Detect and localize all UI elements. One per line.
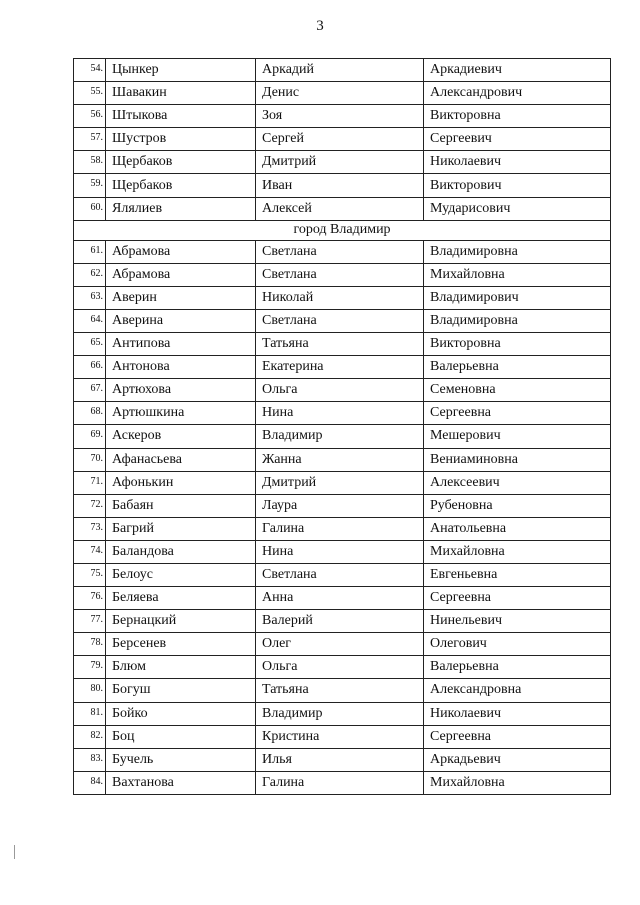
patronymic-cell: Викторовна bbox=[424, 333, 611, 356]
table-row bbox=[74, 563, 611, 586]
row-number: 63. bbox=[74, 286, 106, 309]
table-row bbox=[74, 128, 611, 151]
row-number: 55. bbox=[74, 82, 106, 105]
last-name-cell: Бучель bbox=[106, 748, 256, 771]
table-row bbox=[74, 379, 611, 402]
table-row bbox=[74, 725, 611, 748]
patronymic-cell: Валерьевна bbox=[424, 356, 611, 379]
row-number: 54. bbox=[74, 59, 106, 82]
patronymic-cell: Николаевич bbox=[424, 151, 611, 174]
table-row bbox=[74, 494, 611, 517]
table-row bbox=[74, 309, 611, 332]
patronymic-cell: Владимирович bbox=[424, 286, 611, 309]
first-name-cell: Дмитрий bbox=[256, 471, 424, 494]
table-row bbox=[74, 771, 611, 794]
table-body-after-section bbox=[74, 240, 611, 794]
first-name-cell: Аркадий bbox=[256, 59, 424, 82]
table-row bbox=[74, 702, 611, 725]
row-number: 69. bbox=[74, 425, 106, 448]
patronymic-cell: Евгеньевна bbox=[424, 563, 611, 586]
first-name-cell: Галина bbox=[256, 517, 424, 540]
patronymic-cell: Викторовна bbox=[424, 105, 611, 128]
page-number: 3 bbox=[316, 18, 324, 34]
last-name-cell: Штыкова bbox=[106, 105, 256, 128]
last-name-cell: Беляева bbox=[106, 587, 256, 610]
table-row bbox=[74, 263, 611, 286]
row-number: 83. bbox=[74, 748, 106, 771]
row-number: 77. bbox=[74, 610, 106, 633]
patronymic-cell: Олегович bbox=[424, 633, 611, 656]
section-title: город Владимир bbox=[74, 220, 611, 240]
row-number: 82. bbox=[74, 725, 106, 748]
last-name-cell: Абрамова bbox=[106, 240, 256, 263]
row-number: 74. bbox=[74, 540, 106, 563]
row-number: 59. bbox=[74, 174, 106, 197]
patronymic-cell: Алексеевич bbox=[424, 471, 611, 494]
last-name-cell: Бабаян bbox=[106, 494, 256, 517]
patronymic-cell: Рубеновна bbox=[424, 494, 611, 517]
patronymic-cell: Михайловна bbox=[424, 263, 611, 286]
first-name-cell: Галина bbox=[256, 771, 424, 794]
row-number: 67. bbox=[74, 379, 106, 402]
patronymic-cell: Сергеевна bbox=[424, 725, 611, 748]
last-name-cell: Абрамова bbox=[106, 263, 256, 286]
table-row bbox=[74, 679, 611, 702]
table-row bbox=[74, 587, 611, 610]
last-name-cell: Антонова bbox=[106, 356, 256, 379]
last-name-cell: Бойко bbox=[106, 702, 256, 725]
table-row bbox=[74, 151, 611, 174]
last-name-cell: Ялялиев bbox=[106, 197, 256, 220]
section-header-group bbox=[74, 220, 611, 240]
table-row bbox=[74, 425, 611, 448]
row-number: 75. bbox=[74, 563, 106, 586]
table-row bbox=[74, 448, 611, 471]
first-name-cell: Анна bbox=[256, 587, 424, 610]
first-name-cell: Нина bbox=[256, 540, 424, 563]
patronymic-cell: Сергеевна bbox=[424, 402, 611, 425]
patronymic-cell: Владимировна bbox=[424, 240, 611, 263]
patronymic-cell: Семеновна bbox=[424, 379, 611, 402]
table-row bbox=[74, 286, 611, 309]
row-number: 70. bbox=[74, 448, 106, 471]
patronymic-cell: Анатольевна bbox=[424, 517, 611, 540]
first-name-cell: Светлана bbox=[256, 240, 424, 263]
table-row bbox=[74, 471, 611, 494]
first-name-cell: Ольга bbox=[256, 656, 424, 679]
section-header-row bbox=[74, 220, 611, 240]
patronymic-cell: Михайловна bbox=[424, 540, 611, 563]
row-number: 84. bbox=[74, 771, 106, 794]
table-row bbox=[74, 402, 611, 425]
first-name-cell: Дмитрий bbox=[256, 151, 424, 174]
row-number: 72. bbox=[74, 494, 106, 517]
row-number: 73. bbox=[74, 517, 106, 540]
first-name-cell: Светлана bbox=[256, 563, 424, 586]
table-row bbox=[74, 656, 611, 679]
table-row bbox=[74, 59, 611, 82]
patronymic-cell: Валерьевна bbox=[424, 656, 611, 679]
row-number: 61. bbox=[74, 240, 106, 263]
row-number: 80. bbox=[74, 679, 106, 702]
table-row bbox=[74, 240, 611, 263]
first-name-cell: Николай bbox=[256, 286, 424, 309]
last-name-cell: Блюм bbox=[106, 656, 256, 679]
last-name-cell: Баландова bbox=[106, 540, 256, 563]
table-row bbox=[74, 610, 611, 633]
patronymic-cell: Аркадьевич bbox=[424, 748, 611, 771]
patronymic-cell: Мударисович bbox=[424, 197, 611, 220]
first-name-cell: Светлана bbox=[256, 309, 424, 332]
last-name-cell: Антипова bbox=[106, 333, 256, 356]
patronymic-cell: Михайловна bbox=[424, 771, 611, 794]
last-name-cell: Берсенев bbox=[106, 633, 256, 656]
first-name-cell: Сергей bbox=[256, 128, 424, 151]
last-name-cell: Багрий bbox=[106, 517, 256, 540]
first-name-cell: Валерий bbox=[256, 610, 424, 633]
table-row bbox=[74, 748, 611, 771]
last-name-cell: Богуш bbox=[106, 679, 256, 702]
table-row bbox=[74, 82, 611, 105]
patronymic-cell: Александрович bbox=[424, 82, 611, 105]
patronymic-cell: Александровна bbox=[424, 679, 611, 702]
patronymic-cell: Сергеевич bbox=[424, 128, 611, 151]
row-number: 56. bbox=[74, 105, 106, 128]
table-body-before-section bbox=[74, 59, 611, 221]
last-name-cell: Аверин bbox=[106, 286, 256, 309]
first-name-cell: Зоя bbox=[256, 105, 424, 128]
margin-mark bbox=[14, 845, 15, 859]
row-number: 66. bbox=[74, 356, 106, 379]
last-name-cell: Боц bbox=[106, 725, 256, 748]
patronymic-cell: Владимировна bbox=[424, 309, 611, 332]
row-number: 68. bbox=[74, 402, 106, 425]
first-name-cell: Владимир bbox=[256, 425, 424, 448]
last-name-cell: Аверина bbox=[106, 309, 256, 332]
first-name-cell: Светлана bbox=[256, 263, 424, 286]
last-name-cell: Артюхова bbox=[106, 379, 256, 402]
patronymic-cell: Аркадиевич bbox=[424, 59, 611, 82]
last-name-cell: Щербаков bbox=[106, 174, 256, 197]
last-name-cell: Щербаков bbox=[106, 151, 256, 174]
first-name-cell: Олег bbox=[256, 633, 424, 656]
table-row bbox=[74, 174, 611, 197]
patronymic-cell: Мешерович bbox=[424, 425, 611, 448]
last-name-cell: Бернацкий bbox=[106, 610, 256, 633]
last-name-cell: Вахтанова bbox=[106, 771, 256, 794]
first-name-cell: Татьяна bbox=[256, 333, 424, 356]
table-row bbox=[74, 105, 611, 128]
patronymic-cell: Вениаминовна bbox=[424, 448, 611, 471]
first-name-cell: Ольга bbox=[256, 379, 424, 402]
row-number: 78. bbox=[74, 633, 106, 656]
first-name-cell: Кристина bbox=[256, 725, 424, 748]
table-row bbox=[74, 633, 611, 656]
last-name-cell: Цынкер bbox=[106, 59, 256, 82]
first-name-cell: Денис bbox=[256, 82, 424, 105]
first-name-cell: Алексей bbox=[256, 197, 424, 220]
row-number: 71. bbox=[74, 471, 106, 494]
row-number: 79. bbox=[74, 656, 106, 679]
last-name-cell: Аскеров bbox=[106, 425, 256, 448]
first-name-cell: Жанна bbox=[256, 448, 424, 471]
row-number: 58. bbox=[74, 151, 106, 174]
last-name-cell: Шавакин bbox=[106, 82, 256, 105]
last-name-cell: Афанасьева bbox=[106, 448, 256, 471]
patronymic-cell: Викторович bbox=[424, 174, 611, 197]
table-row bbox=[74, 540, 611, 563]
first-name-cell: Лаура bbox=[256, 494, 424, 517]
patronymic-cell: Николаевич bbox=[424, 702, 611, 725]
table-row bbox=[74, 517, 611, 540]
table-row bbox=[74, 333, 611, 356]
row-number: 81. bbox=[74, 702, 106, 725]
table-row bbox=[74, 356, 611, 379]
row-number: 57. bbox=[74, 128, 106, 151]
first-name-cell: Татьяна bbox=[256, 679, 424, 702]
table-row bbox=[74, 197, 611, 220]
row-number: 64. bbox=[74, 309, 106, 332]
last-name-cell: Артюшкина bbox=[106, 402, 256, 425]
names-table bbox=[73, 58, 611, 795]
first-name-cell: Екатерина bbox=[256, 356, 424, 379]
first-name-cell: Нина bbox=[256, 402, 424, 425]
first-name-cell: Владимир bbox=[256, 702, 424, 725]
row-number: 60. bbox=[74, 197, 106, 220]
patronymic-cell: Нинельевич bbox=[424, 610, 611, 633]
patronymic-cell: Сергеевна bbox=[424, 587, 611, 610]
last-name-cell: Шустров bbox=[106, 128, 256, 151]
row-number: 76. bbox=[74, 587, 106, 610]
last-name-cell: Афонькин bbox=[106, 471, 256, 494]
first-name-cell: Илья bbox=[256, 748, 424, 771]
row-number: 65. bbox=[74, 333, 106, 356]
first-name-cell: Иван bbox=[256, 174, 424, 197]
last-name-cell: Белоус bbox=[106, 563, 256, 586]
row-number: 62. bbox=[74, 263, 106, 286]
